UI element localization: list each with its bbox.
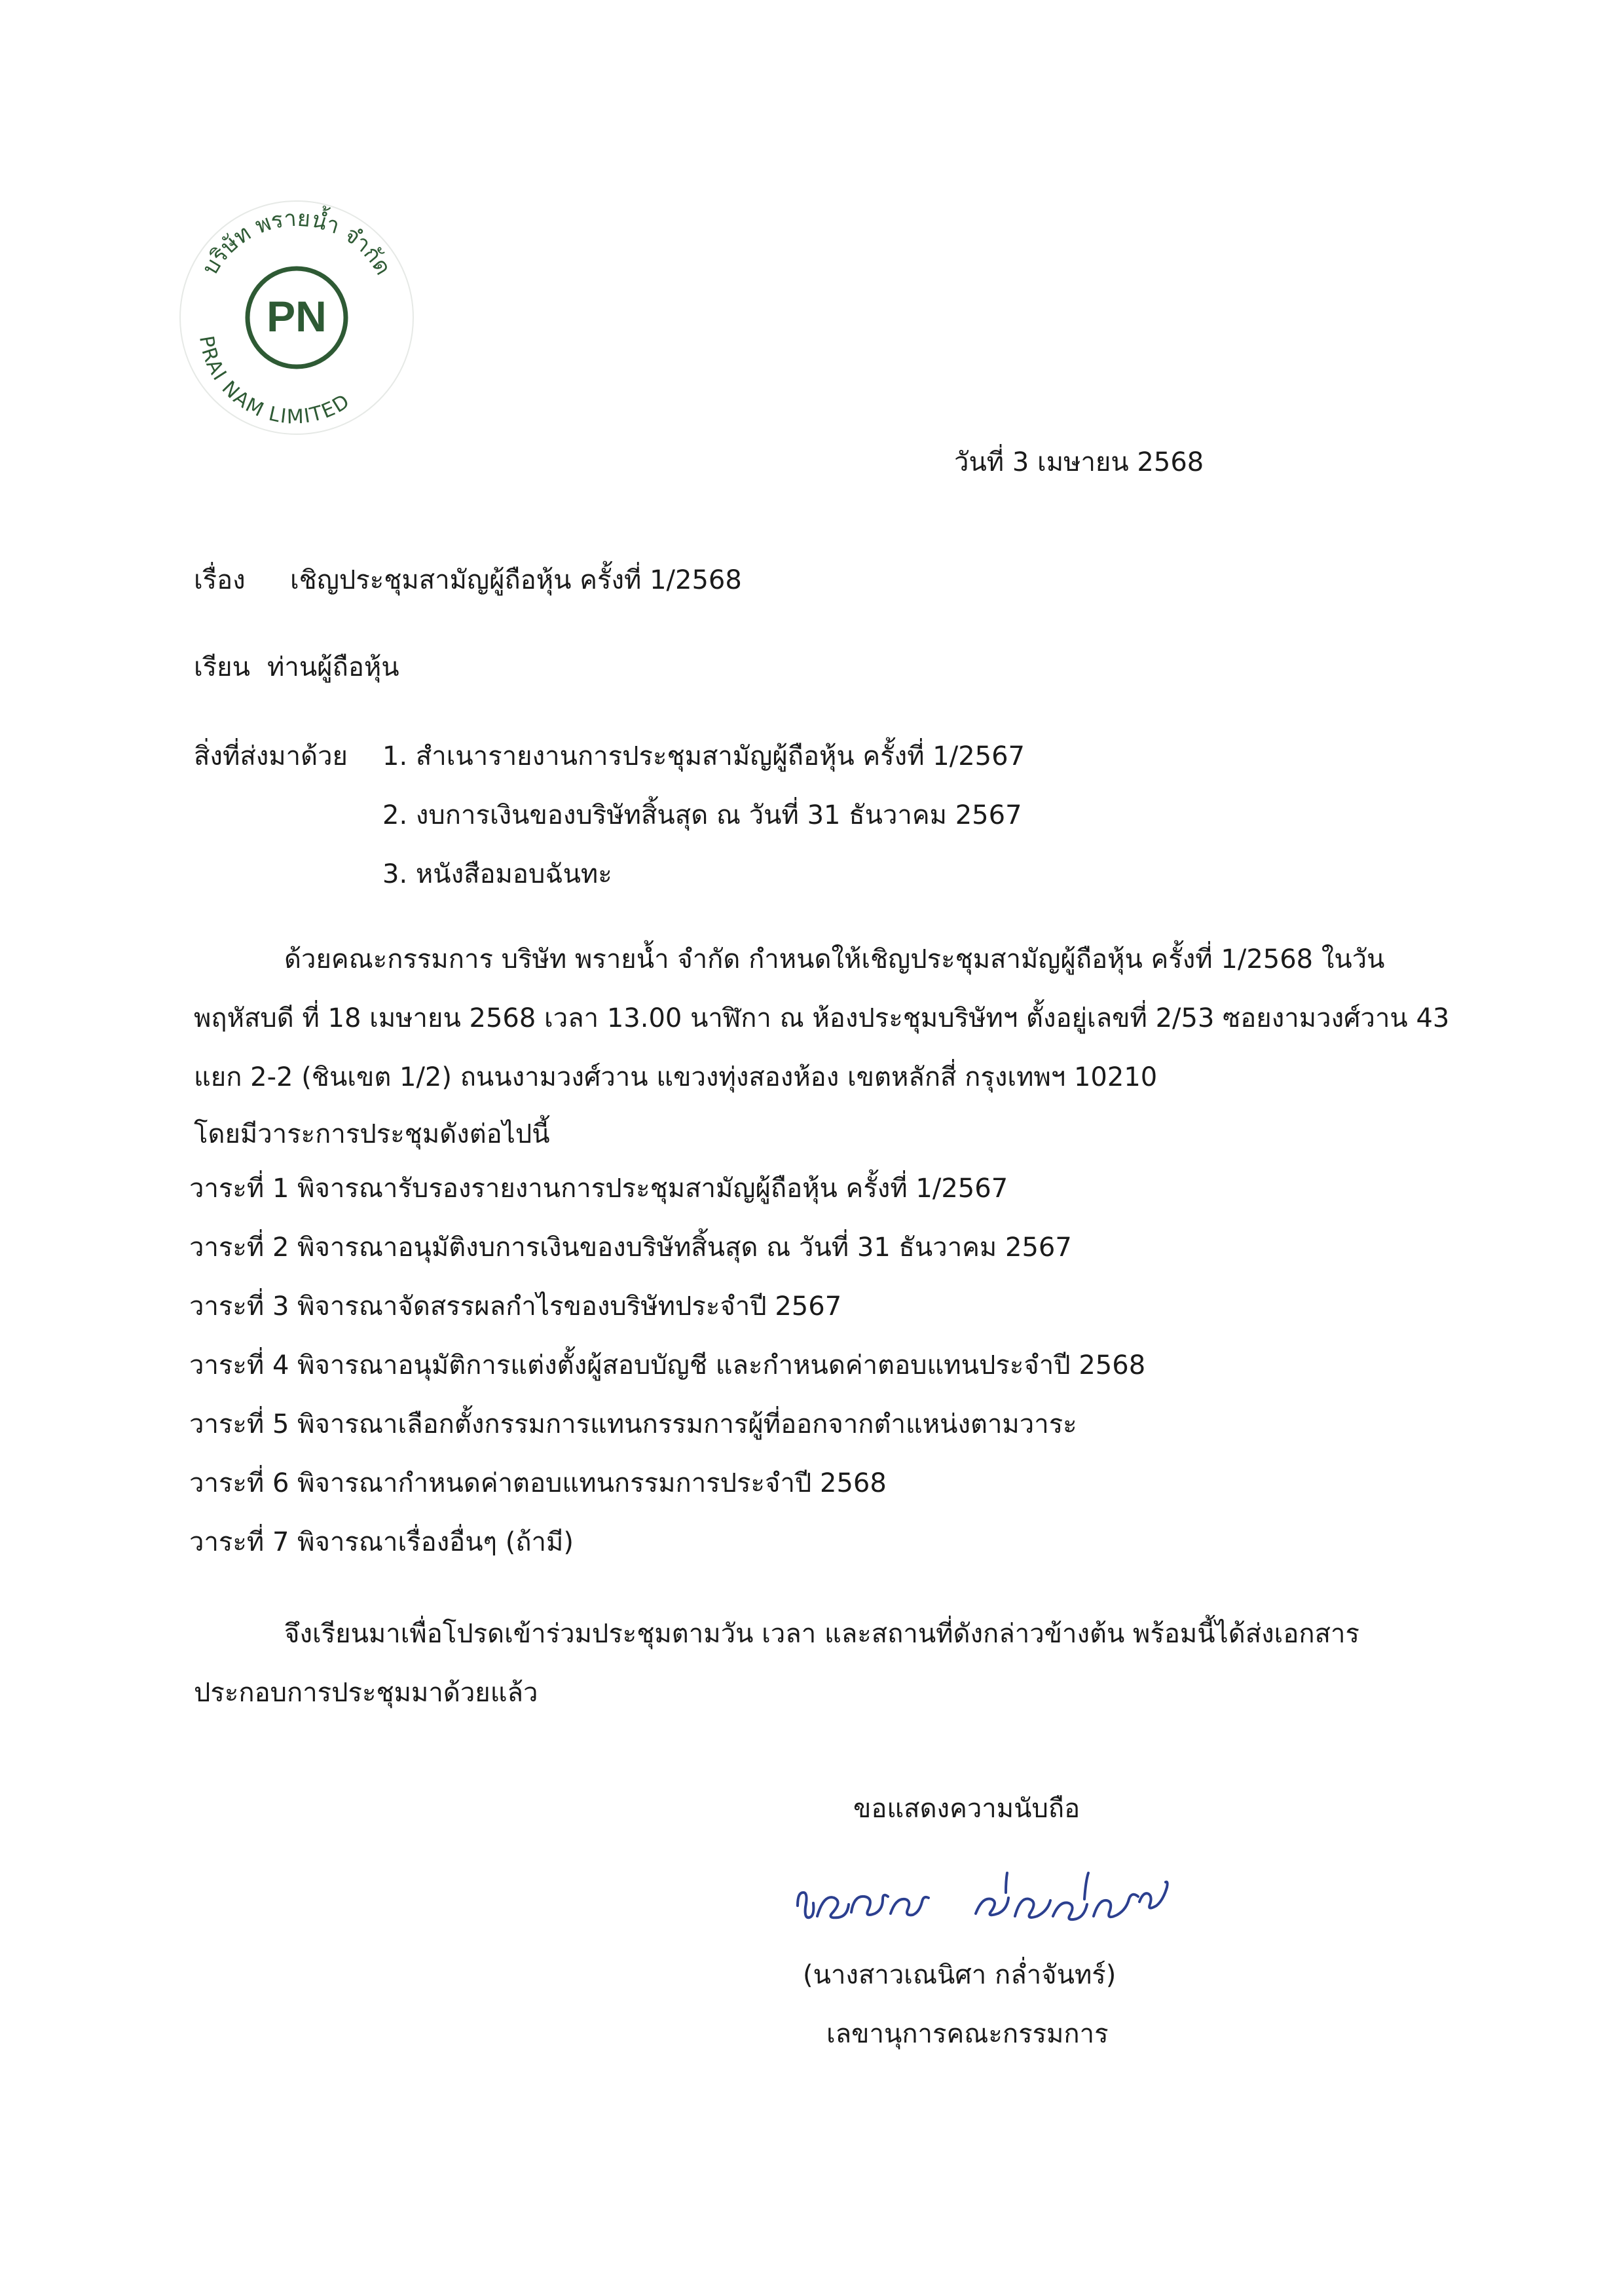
company-logo	[175, 196, 418, 439]
logo-arc-text-thai: บริษัท พรายน้ำ จำกัด	[196, 205, 397, 280]
body-line: ด้วยคณะกรรมการ บริษัท พรายน้ำ จำกัด กำหนดให้เชิญประชุมสามัญผู้ถือหุ้น ครั้งที่ 1/2568 ในวัน	[284, 944, 1385, 974]
agenda-item: วาระที่ 6 พิจารณากำหนดค่าตอบแทนกรรมการประจำปี 2568	[189, 1468, 887, 1498]
attachment-item: 3. หนังสือมอบฉันทะ	[382, 859, 612, 889]
closing-line: ประกอบการประชุมมาด้วยแล้ว	[194, 1678, 538, 1708]
recipient-text: ท่านผู้ถือหุ้น	[267, 652, 399, 682]
salutation: ขอแสดงความนับถือ	[853, 1794, 1080, 1824]
subject-label: เรื่อง	[194, 565, 246, 595]
body-paragraph	[194, 930, 1449, 1162]
closing-line: จึงเรียนมาเพื่อโปรดเข้าร่วมประชุมตามวัน เวลา และสถานที่ดังกล่าวข้างต้น พร้อมนี้ได้ส่งเอกสาร	[284, 1619, 1359, 1649]
attachments-label: สิ่งที่ส่งมาด้วย	[194, 741, 348, 771]
agenda-item: วาระที่ 4 พิจารณาอนุมัติการแต่งตั้งผู้สอบบัญชี และกำหนดค่าตอบแทนประจำปี 2568	[189, 1350, 1146, 1380]
agenda-item: วาระที่ 5 พิจารณาเลือกตั้งกรรมการแทนกรรมการผู้ที่ออกจากตำแหน่งตามวาระ	[189, 1409, 1077, 1439]
letter-date: วันที่ 3 เมษายน 2568	[954, 447, 1204, 477]
closing-paragraph	[194, 1604, 1359, 1722]
body-line: แยก 2-2 (ชินเขต 1/2) ถนนงามวงศ์วาน แขวงทุ่งสองห้อง เขตหลักสี่ กรุงเทพฯ 10210	[194, 1062, 1158, 1092]
subject-text: เชิญประชุมสามัญผู้ถือหุ้น ครั้งที่ 1/2568	[290, 565, 742, 595]
agenda-item: วาระที่ 2 พิจารณาอนุมัติงบการเงินของบริษัทสิ้นสุด ณ วันที่ 31 ธันวาคม 2567	[189, 1232, 1072, 1263]
agenda-item: วาระที่ 3 พิจารณาจัดสรรผลกำไรของบริษัทประจำปี 2567	[189, 1291, 842, 1322]
agenda-item: วาระที่ 7 พิจารณาเรื่องอื่นๆ (ถ้ามี)	[189, 1527, 574, 1557]
attachment-item: 2. งบการเงินของบริษัทสิ้นสุด ณ วันที่ 31 ธันวาคม 2567	[382, 800, 1022, 830]
body-line: พฤหัสบดี ที่ 18 เมษายน 2568 เวลา 13.00 นาฬิกา ณ ห้องประชุมบริษัทฯ ตั้งอยู่เลขที่ 2/53 ซอยงามวงศ์วาน 43	[194, 1003, 1450, 1033]
agenda-list	[189, 1159, 1145, 1572]
logo-initials: PN	[267, 292, 327, 341]
attachment-item: 1. สำเนารายงานการประชุมสามัญผู้ถือหุ้น ครั้งที่ 1/2567	[382, 741, 1025, 771]
recipient-label: เรียน	[194, 652, 250, 682]
handwritten-signature	[786, 1853, 1192, 1952]
agenda-item: วาระที่ 1 พิจารณารับรองรายงานการประชุมสามัญผู้ถือหุ้น ครั้งที่ 1/2567	[189, 1174, 1008, 1204]
logo-arc-text-english: PRAI NAM LIMITED	[194, 334, 355, 429]
signatory-name: (นางสาวเณนิศา กล่ำจันทร์)	[803, 1960, 1116, 1990]
body-line: โดยมีวาระการประชุมดังต่อไปนี้	[194, 1119, 550, 1149]
signatory-title: เลขานุการคณะกรรมการ	[826, 2019, 1109, 2049]
